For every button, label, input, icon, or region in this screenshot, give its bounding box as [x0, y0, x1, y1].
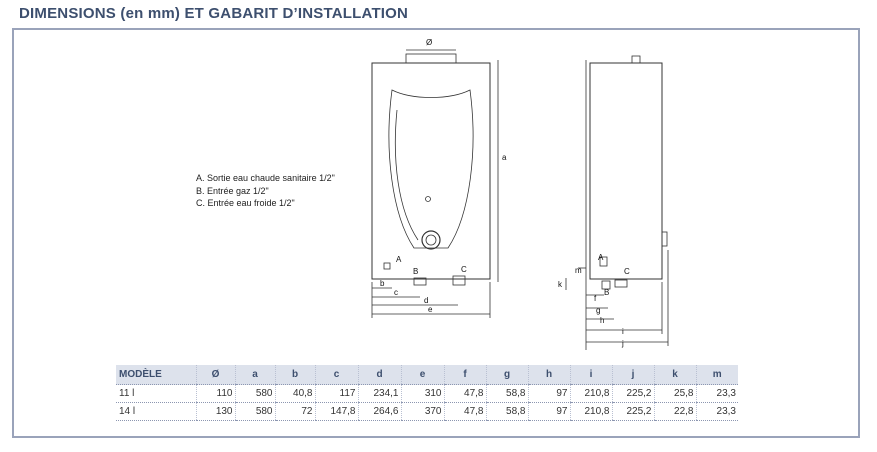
label-a: a [502, 153, 507, 162]
page-title: DIMENSIONS (en mm) ET GABARIT D’INSTALLATION [19, 5, 409, 22]
panel-contour [395, 110, 418, 240]
cell-b: 40,8 [275, 385, 315, 403]
cell-k: 22,8 [654, 403, 696, 421]
col-header-g: g [486, 365, 528, 385]
cell-d: 234,1 [358, 385, 401, 403]
front-panel [389, 90, 473, 248]
cell-h: 97 [528, 403, 570, 421]
label-connector-b-side: B [604, 288, 610, 297]
table-row [116, 403, 738, 421]
col-header-d: d [358, 365, 401, 385]
front-view [372, 38, 507, 318]
side-flue [632, 56, 640, 63]
cell-a: 580 [235, 385, 275, 403]
label-g: g [596, 306, 601, 315]
label-connector-a: A [396, 255, 402, 264]
col-header-i: i [570, 365, 612, 385]
heater-body-front [372, 63, 490, 279]
cell-j: 225,2 [612, 385, 654, 403]
side-knob [662, 232, 667, 246]
legend-item-a: A. Sortie eau chaude sanitaire 1/2" [196, 173, 335, 183]
cell-f: 47,8 [444, 385, 486, 403]
label-connector-c-side: C [624, 267, 630, 276]
cell-model: 11 l [116, 385, 196, 403]
connector-c-front [453, 276, 465, 285]
cell-i: 210,8 [570, 385, 612, 403]
label-e: e [428, 305, 433, 314]
cell-g: 58,8 [486, 403, 528, 421]
side-view [558, 56, 668, 350]
table-row [116, 385, 738, 403]
col-header-c: c [315, 365, 358, 385]
cell-a: 580 [235, 403, 275, 421]
cell-b: 72 [275, 403, 315, 421]
label-m: m [575, 266, 582, 275]
label-connector-a-side: A [598, 253, 604, 262]
col-header-j: j [612, 365, 654, 385]
cell-g: 58,8 [486, 385, 528, 403]
cell-e: 370 [401, 403, 444, 421]
label-i: i [622, 327, 624, 336]
control-knob-inner [426, 235, 436, 245]
col-header-modele: MODÈLE [116, 365, 196, 385]
dimensions-table [116, 365, 738, 421]
cell-phi: 130 [196, 403, 235, 421]
cell-i: 210,8 [570, 403, 612, 421]
cell-k: 25,8 [654, 385, 696, 403]
col-header-a: a [235, 365, 275, 385]
table-header-row [116, 365, 738, 385]
label-d: d [424, 296, 429, 305]
flame-window [426, 197, 431, 202]
label-b: b [380, 279, 385, 288]
cell-model: 14 l [116, 403, 196, 421]
label-c: c [394, 288, 398, 297]
label-j: j [622, 339, 624, 348]
col-header-m: m [696, 365, 738, 385]
cell-phi: 110 [196, 385, 235, 403]
control-knob [422, 231, 440, 249]
col-header-k: k [654, 365, 696, 385]
cell-e: 310 [401, 385, 444, 403]
label-phi: Ø [426, 38, 433, 47]
cell-j: 225,2 [612, 403, 654, 421]
label-h: h [600, 316, 605, 325]
legend-item-c: C. Entrée eau froide 1/2" [196, 198, 295, 208]
heater-body-side [590, 63, 662, 279]
connector-a-front [384, 263, 390, 269]
col-header-e: e [401, 365, 444, 385]
label-connector-c: C [461, 265, 467, 274]
connector-c-side [615, 280, 627, 287]
col-header-b: b [275, 365, 315, 385]
cell-c: 147,8 [315, 403, 358, 421]
cell-h: 97 [528, 385, 570, 403]
cell-d: 264,6 [358, 403, 401, 421]
cell-m: 23,3 [696, 385, 738, 403]
col-header-phi: Ø [196, 365, 235, 385]
col-header-f: f [444, 365, 486, 385]
col-header-h: h [528, 365, 570, 385]
cell-f: 47,8 [444, 403, 486, 421]
cell-c: 117 [315, 385, 358, 403]
label-f: f [594, 294, 597, 303]
label-k: k [558, 280, 562, 289]
legend-item-b: B. Entrée gaz 1/2" [196, 185, 269, 196]
flue-collar [406, 54, 456, 63]
label-connector-b: B [413, 267, 419, 276]
cell-m: 23,3 [696, 403, 738, 421]
